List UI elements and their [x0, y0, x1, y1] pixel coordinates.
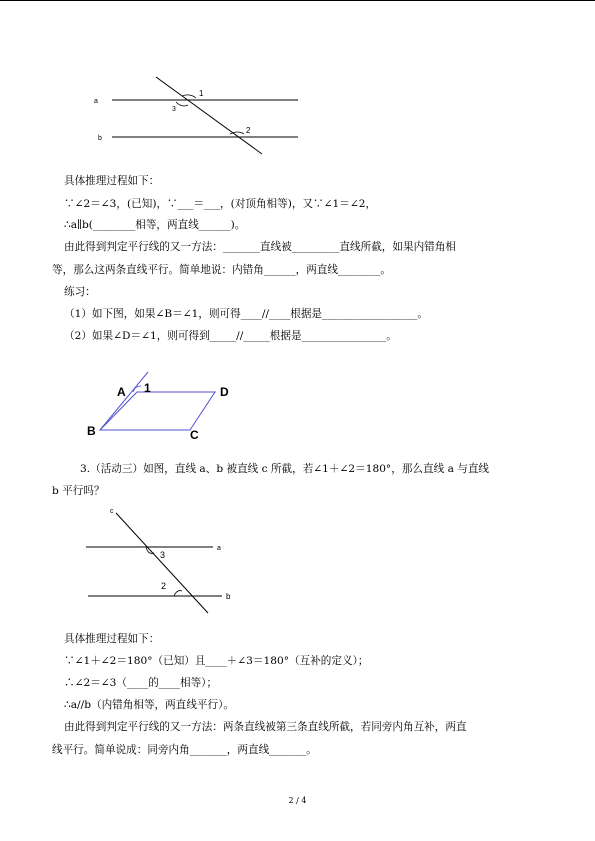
figure-parallelogram: [80, 350, 240, 445]
angle-label-3: 3: [160, 550, 166, 560]
label-b: b: [226, 592, 231, 601]
reasoning-step-1: ∵∠2＝∠3，(已知)，∵___＝___，(对顶角相等)，又∵∠1＝∠2，: [64, 198, 377, 210]
reasoning-2-step-2: ∴∠2＝∠3（____的____相等）；: [64, 677, 218, 689]
figure-parallel-lines-2: [80, 503, 250, 618]
extended-side-ba: [100, 372, 148, 430]
label-c: c: [110, 508, 114, 515]
activity-3-question-line-1: 3.（活动三）如图，直线 a、b 被直线 c 所截，若∠1＋∠2＝180°，那么直线 a 与直线: [80, 463, 490, 475]
angle-label-2: 2: [246, 126, 251, 135]
angle-arc-2: [174, 591, 182, 596]
transversal-c: [116, 513, 208, 613]
angle-label-3: 3: [172, 106, 176, 113]
rule-paragraph-line-1: 由此得到判定平行线的又一方法：_______直线被_________直线所截，如果内错角相: [64, 241, 456, 253]
exercise-question-1: （1）如下图，如果∠B＝∠1，则可得____//____根据是__________________。: [64, 308, 428, 320]
angle-arc-1: [133, 386, 141, 392]
angle-label-2: 2: [161, 581, 167, 591]
rule-2-paragraph-line-1: 由此得到判定平行线的又一方法：两条直线被第三条直线所截，若同旁内角互补，两直: [64, 721, 467, 733]
label-b: b: [98, 135, 102, 142]
figure-parallel-lines-1: [90, 74, 310, 159]
exercise-heading: 练习：: [64, 286, 96, 298]
exercise-question-2: （2）如果∠D＝∠1，则可得到_____//_____根据是________________。: [64, 330, 397, 342]
rule-paragraph-line-2: 等，那么这两条直线平行。简单地说：内错角______，两直线________。: [52, 264, 391, 276]
vertex-label-c: C: [190, 428, 199, 442]
vertex-label-d: D: [220, 385, 229, 399]
reasoning-2-step-1: ∵∠1＋∠2＝180°（已知）且____＋∠3＝180°（互补的定义）；: [64, 655, 369, 667]
label-a: a: [217, 545, 221, 552]
top-rule: [0, 0, 595, 1]
rule-2-paragraph-line-2: 线平行。简单说成：同旁内角_______，两直线_______。: [52, 744, 317, 756]
reasoning-intro: 具体推理过程如下：: [64, 175, 160, 187]
angle-label-1: 1: [199, 89, 204, 98]
label-a: a: [94, 98, 98, 105]
angle-arc-3: [176, 102, 188, 106]
activity-3-question-line-2: b 平行吗？: [52, 485, 105, 497]
vertex-label-a: A: [117, 385, 126, 399]
angle-label-1: 1: [144, 381, 151, 395]
page-number: 2 / 4: [288, 796, 307, 805]
vertex-label-b: B: [87, 424, 96, 438]
reasoning-2-intro: 具体推理过程如下：: [64, 633, 160, 645]
reasoning-step-2: ∴a∥b(________相等，两直线______)。: [64, 219, 246, 231]
transversal: [156, 77, 262, 154]
reasoning-2-step-3: ∴a//b（内错角相等，两直线平行）。: [64, 699, 234, 711]
